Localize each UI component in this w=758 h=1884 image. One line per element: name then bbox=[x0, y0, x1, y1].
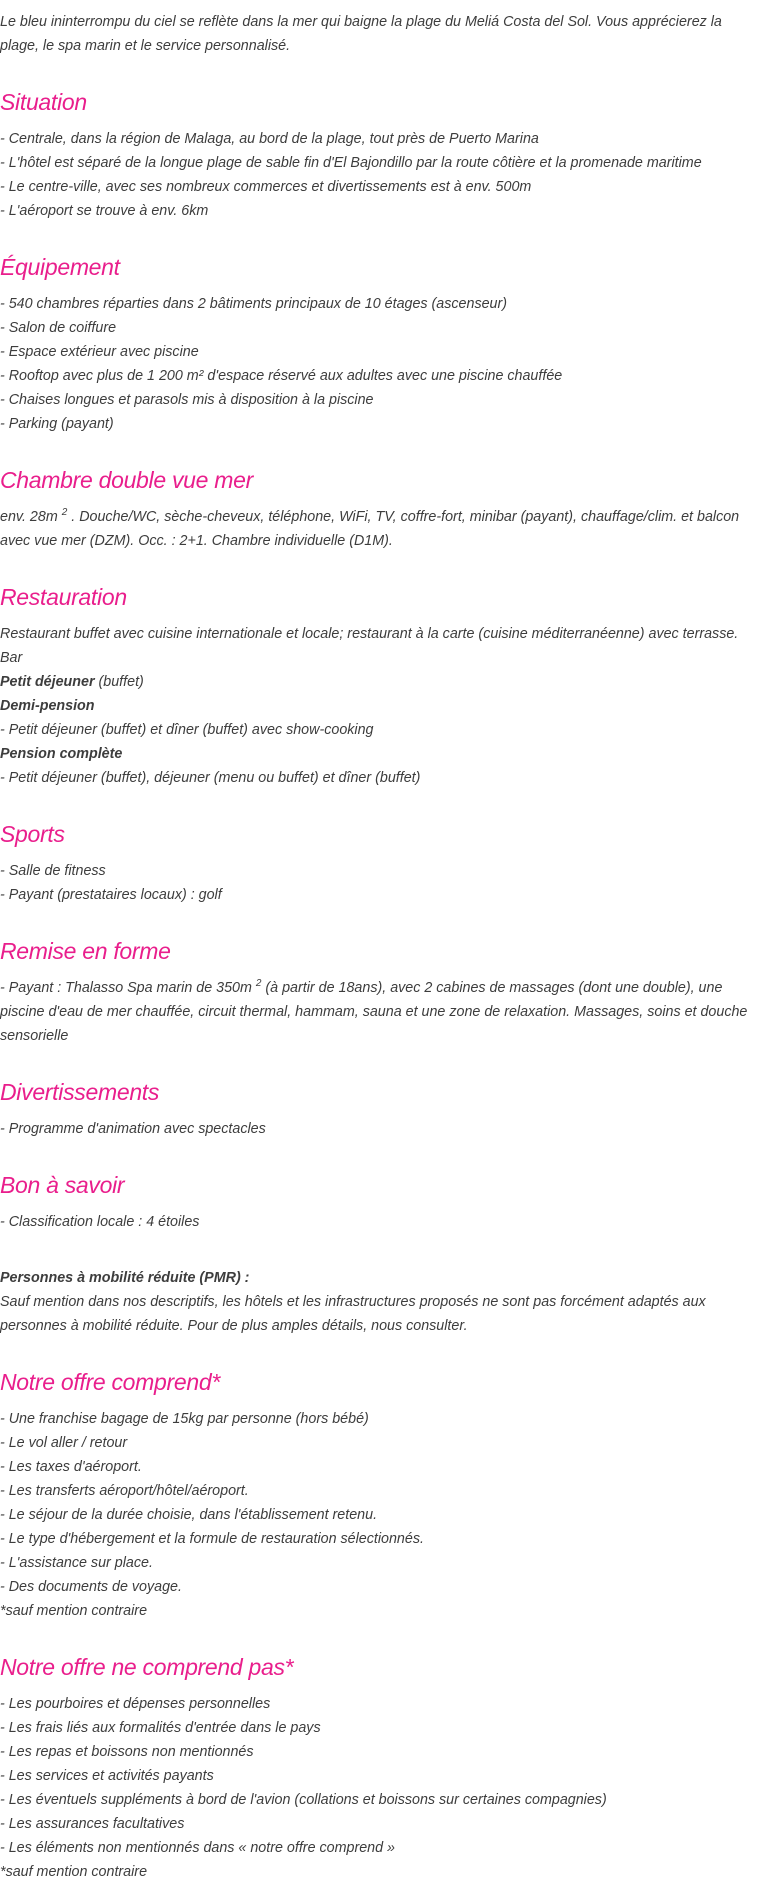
meal-plan-label: Petit déjeuner bbox=[0, 674, 95, 690]
list-item: - L'hôtel est séparé de la longue plage de sable fin d'El Bajondillo par la route côtière et la promenade maritime bbox=[0, 155, 702, 171]
superscript: 2 bbox=[61, 507, 68, 519]
meal-plan-breakfast bbox=[0, 670, 756, 694]
list-item: - Parking (payant) bbox=[0, 416, 114, 432]
section-restauration bbox=[0, 583, 756, 790]
list-item: - Espace extérieur avec piscine bbox=[0, 344, 199, 360]
meal-plan-label bbox=[0, 694, 756, 718]
pmr-text: Sauf mention dans nos descriptifs, les hôtels et les infrastructures proposés ne sont pas forcément adaptés aux personnes à mobilité réduite. Pour de plus amples détails, nous consulter. bbox=[0, 1294, 706, 1334]
section-offre-ne-comprend-pas bbox=[0, 1653, 756, 1884]
list-item: - Salon de coiffure bbox=[0, 320, 117, 336]
footnote: *sauf mention contraire bbox=[0, 1603, 148, 1619]
section-chambre bbox=[0, 466, 756, 553]
pmr-label bbox=[0, 1266, 756, 1290]
section-title: Remise en forme bbox=[0, 938, 171, 964]
spa-description bbox=[0, 976, 756, 1048]
superscript: 2 bbox=[255, 978, 262, 990]
meal-plan-detail: - Petit déjeuner (buffet), déjeuner (menu ou buffet) et dîner (buffet) bbox=[0, 770, 421, 786]
meal-plan-detail: - Petit déjeuner (buffet) et dîner (buffet) avec show-cooking bbox=[0, 722, 374, 738]
section-title: Notre offre ne comprend pas* bbox=[0, 1654, 294, 1680]
list-item: - Le centre-ville, avec ses nombreux commerces et divertissements est à env. 500m bbox=[0, 179, 532, 195]
list-item: - L'assistance sur place. bbox=[0, 1555, 153, 1571]
section-title: Chambre double vue mer bbox=[0, 467, 253, 493]
section-title: Restauration bbox=[0, 584, 127, 610]
section-title: Divertissements bbox=[0, 1079, 160, 1105]
list-item: - Les services et activités payants bbox=[0, 1768, 214, 1784]
room-text-start: env. 28m bbox=[0, 509, 62, 525]
section-title: Notre offre comprend* bbox=[0, 1369, 220, 1395]
meal-plan-label bbox=[0, 742, 756, 766]
list-item: - Les transferts aéroport/hôtel/aéroport. bbox=[0, 1483, 249, 1499]
section-title: Situation bbox=[0, 89, 87, 115]
list-item: - Payant (prestataires locaux) : golf bbox=[0, 887, 222, 903]
section-offre-comprend bbox=[0, 1368, 756, 1623]
list-item: - Les taxes d'aéroport. bbox=[0, 1459, 142, 1475]
list-item: - Le vol aller / retour bbox=[0, 1435, 128, 1451]
section-equipement bbox=[0, 253, 756, 436]
section-bon-a-savoir bbox=[0, 1171, 756, 1234]
section-divertissements bbox=[0, 1078, 756, 1141]
section-sports bbox=[0, 820, 756, 907]
list-item: - Programme d'animation avec spectacles bbox=[0, 1121, 266, 1137]
pmr-label-text: Personnes à mobilité réduite (PMR) : bbox=[0, 1270, 250, 1286]
footnote: *sauf mention contraire bbox=[0, 1864, 148, 1880]
list-item: - Le séjour de la durée choisie, dans l'établissement retenu. bbox=[0, 1507, 378, 1523]
meal-plan-detail: (buffet) bbox=[94, 674, 144, 690]
list-item: - Les éventuels suppléments à bord de l'avion (collations et boissons sur certaines compagnies) bbox=[0, 1792, 607, 1808]
list-item: - Des documents de voyage. bbox=[0, 1579, 182, 1595]
section-pmr bbox=[0, 1266, 756, 1338]
hotel-description bbox=[0, 10, 756, 1884]
meal-plan-half-board-label: Demi-pension bbox=[0, 698, 95, 714]
list-item: - Le type d'hébergement et la formule de restauration sélectionnés. bbox=[0, 1531, 424, 1547]
list-item: - Une franchise bagage de 15kg par personne (hors bébé) bbox=[0, 1411, 369, 1427]
section-title: Bon à savoir bbox=[0, 1172, 125, 1198]
restaurant-description: Restaurant buffet avec cuisine internationale et locale; restaurant à la carte (cuisine méditerranéenne) avec terrasse. Bar bbox=[0, 626, 739, 666]
list-item: - Les repas et boissons non mentionnés bbox=[0, 1744, 254, 1760]
section-situation bbox=[0, 88, 756, 223]
list-item: - Centrale, dans la région de Malaga, au bord de la plage, tout près de Puerto Marina bbox=[0, 131, 539, 147]
section-title: Équipement bbox=[0, 254, 120, 280]
list-item: - Rooftop avec plus de 1 200 m² d'espace réservé aux adultes avec une piscine chauffée bbox=[0, 368, 563, 384]
list-item: - Les pourboires et dépenses personnelles bbox=[0, 1696, 271, 1712]
list-item: - Les éléments non mentionnés dans « notre offre comprend » bbox=[0, 1840, 395, 1856]
list-item: - L'aéroport se trouve à env. 6km bbox=[0, 203, 209, 219]
list-item: - Salle de fitness bbox=[0, 863, 106, 879]
list-item: - Classification locale : 4 étoiles bbox=[0, 1214, 200, 1230]
meal-plan-full-board-label: Pension complète bbox=[0, 746, 123, 762]
spa-text-end: (à partir de 18ans), avec 2 cabines de massages (dont une double), une piscine d'eau de mer chauffée, circuit thermal, hammam, sauna et une zone de relaxation. Massages, soins et douche sensorielle bbox=[0, 980, 748, 1044]
list-item: - Les frais liés aux formalités d'entrée dans le pays bbox=[0, 1720, 321, 1736]
spa-text-start: - Payant : Thalasso Spa marin de 350m bbox=[0, 980, 256, 996]
intro-text: Le bleu ininterrompu du ciel se reflète dans la mer qui baigne la plage du Meliá Costa del Sol. Vous apprécierez la plage, le spa marin et le service personnalisé. bbox=[0, 14, 722, 54]
room-description bbox=[0, 505, 756, 553]
list-item: - Les assurances facultatives bbox=[0, 1816, 185, 1832]
list-item: - Chaises longues et parasols mis à disposition à la piscine bbox=[0, 392, 374, 408]
list-item: - 540 chambres réparties dans 2 bâtiments principaux de 10 étages (ascenseur) bbox=[0, 296, 508, 312]
section-title: Sports bbox=[0, 821, 65, 847]
section-remise-en-forme bbox=[0, 937, 756, 1048]
room-text-end: . Douche/WC, sèche-cheveux, téléphone, WiFi, TV, coffre-fort, minibar (payant), chauffage/clim. et balcon avec vue mer (DZM). Occ. : 2+1. Chambre individuelle (D1M). bbox=[0, 509, 740, 549]
